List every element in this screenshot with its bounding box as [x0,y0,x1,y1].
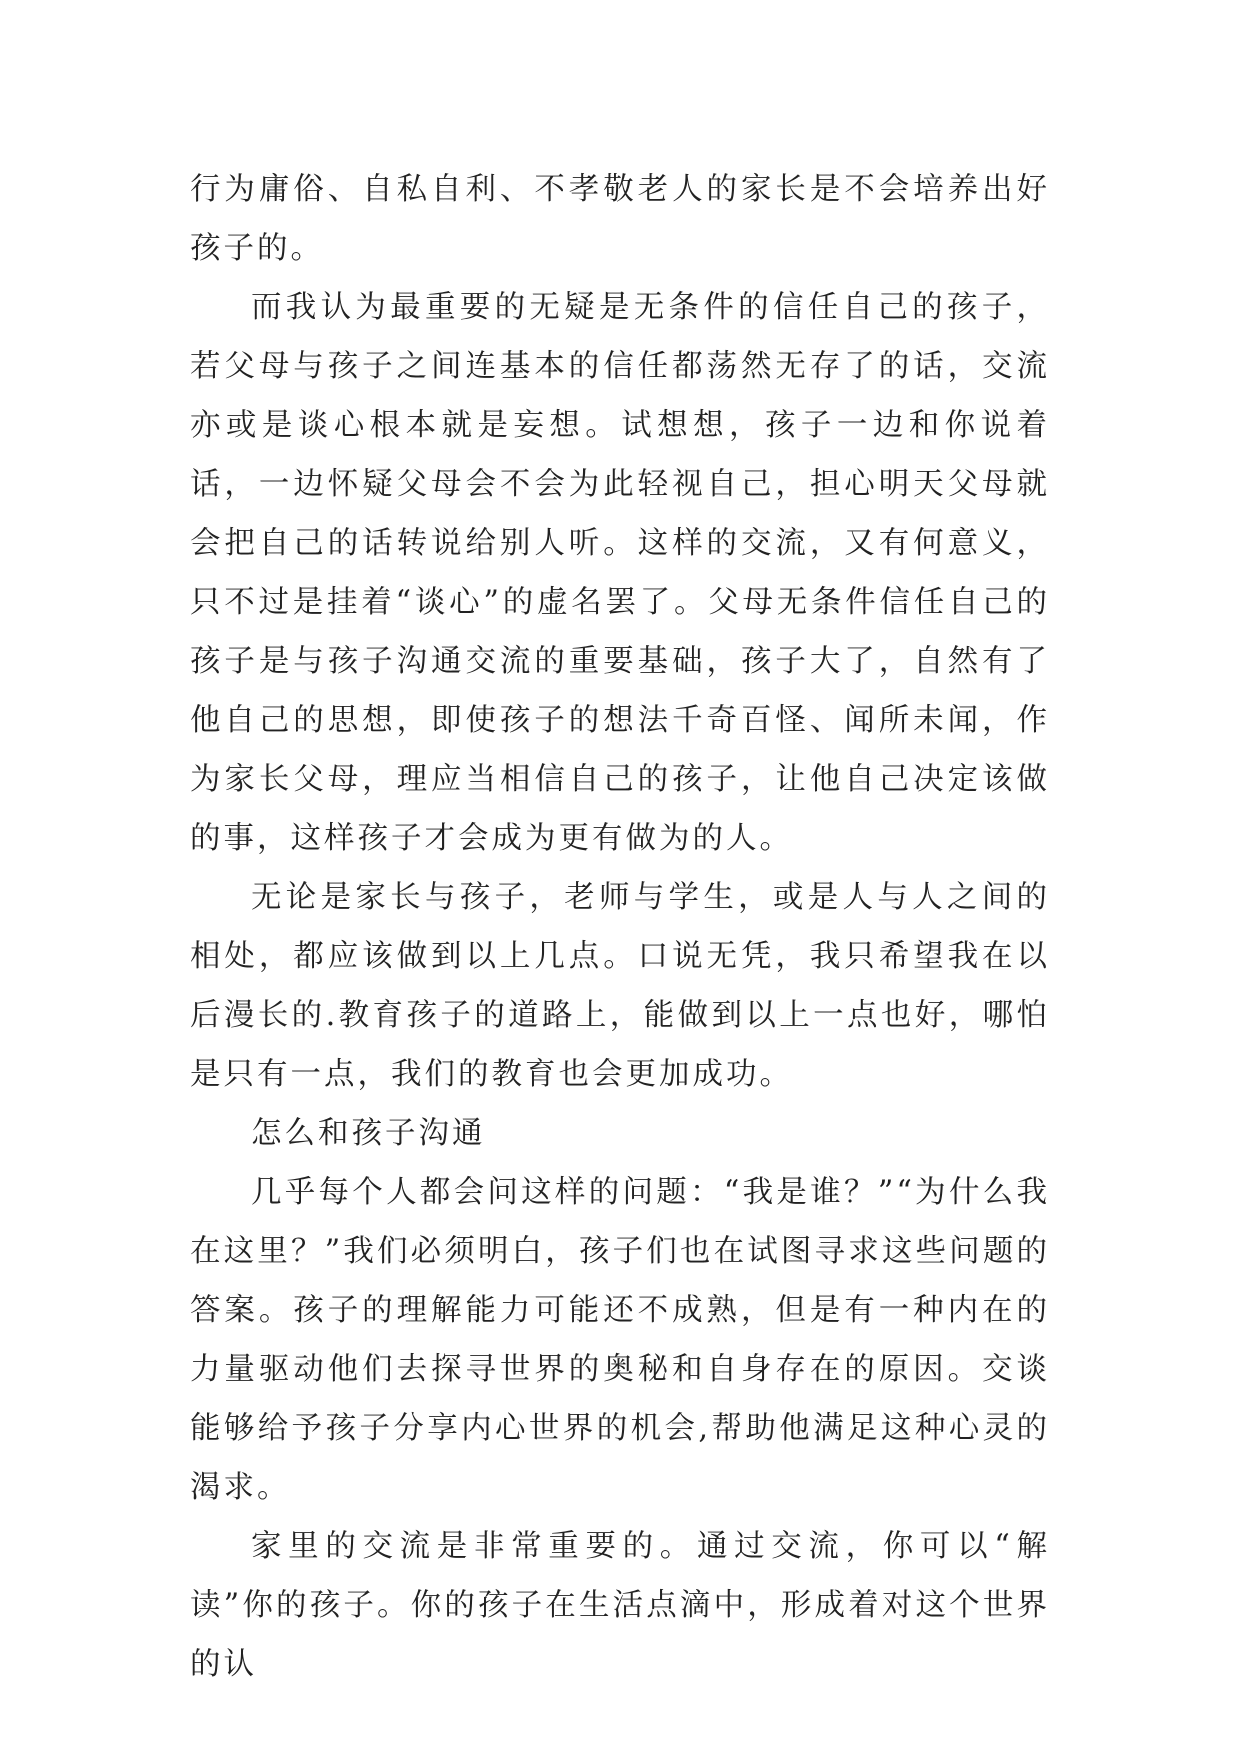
paragraph-conclusion: 无论是家长与孩子，老师与学生，或是人与人之间的相处，都应该做到以上几点。口说无凭，我只希望我在以后漫长的.教育孩子的道路上，能做到以上一点也好，哪怕是只有一点，我们的教育也会更加成功。 [190,880,1050,1092]
paragraph-continued: 行为庸俗、自私自利、不孝敬老人的家长是不会培养出好孩子的。 [190,172,1050,266]
section-heading: 怎么和孩子沟通 [251,1116,486,1151]
paragraph-trust: 而我认为最重要的无疑是无条件的信任自己的孩子，若父母与孩子之间连基本的信任都荡然无存了的话，交流亦或是谈心根本就是妄想。试想想，孩子一边和你说着话，一边怀疑父母会不会为此轻视自己，担心明天父母就会把自己的话转说给别人听。这样的交流，又有何意义，只不过是挂着“谈心”的虚名罢了。父母无条件信任自己的孩子是与孩子沟通交流的重要基础，孩子大了，自然有了他自己的思想，即使孩子的想法千奇百怪、闻所未闻，作为家长父母，理应当相信自己的孩子，让他自己决定该做的事，这样孩子才会成为更有做为的人。 [190,290,1050,856]
paragraph-questions: 几乎每个人都会问这样的问题：“我是谁？”“为什么我在这里？”我们必须明白，孩子们也在试图寻求这些问题的答案。孩子的理解能力可能还不成熟，但是有一种内在的力量驱动他们去探寻世界的奥秘和自身存在的原因。交谈能够给予孩子分享内心世界的机会,帮助他满足这种心灵的渴求。 [190,1175,1050,1505]
document-body [190,160,1050,1694]
paragraph-home-communication: 家里的交流是非常重要的。通过交流，你可以“解读”你的孩子。你的孩子在生活点滴中，形成着对这个世界的认 [190,1529,1050,1682]
